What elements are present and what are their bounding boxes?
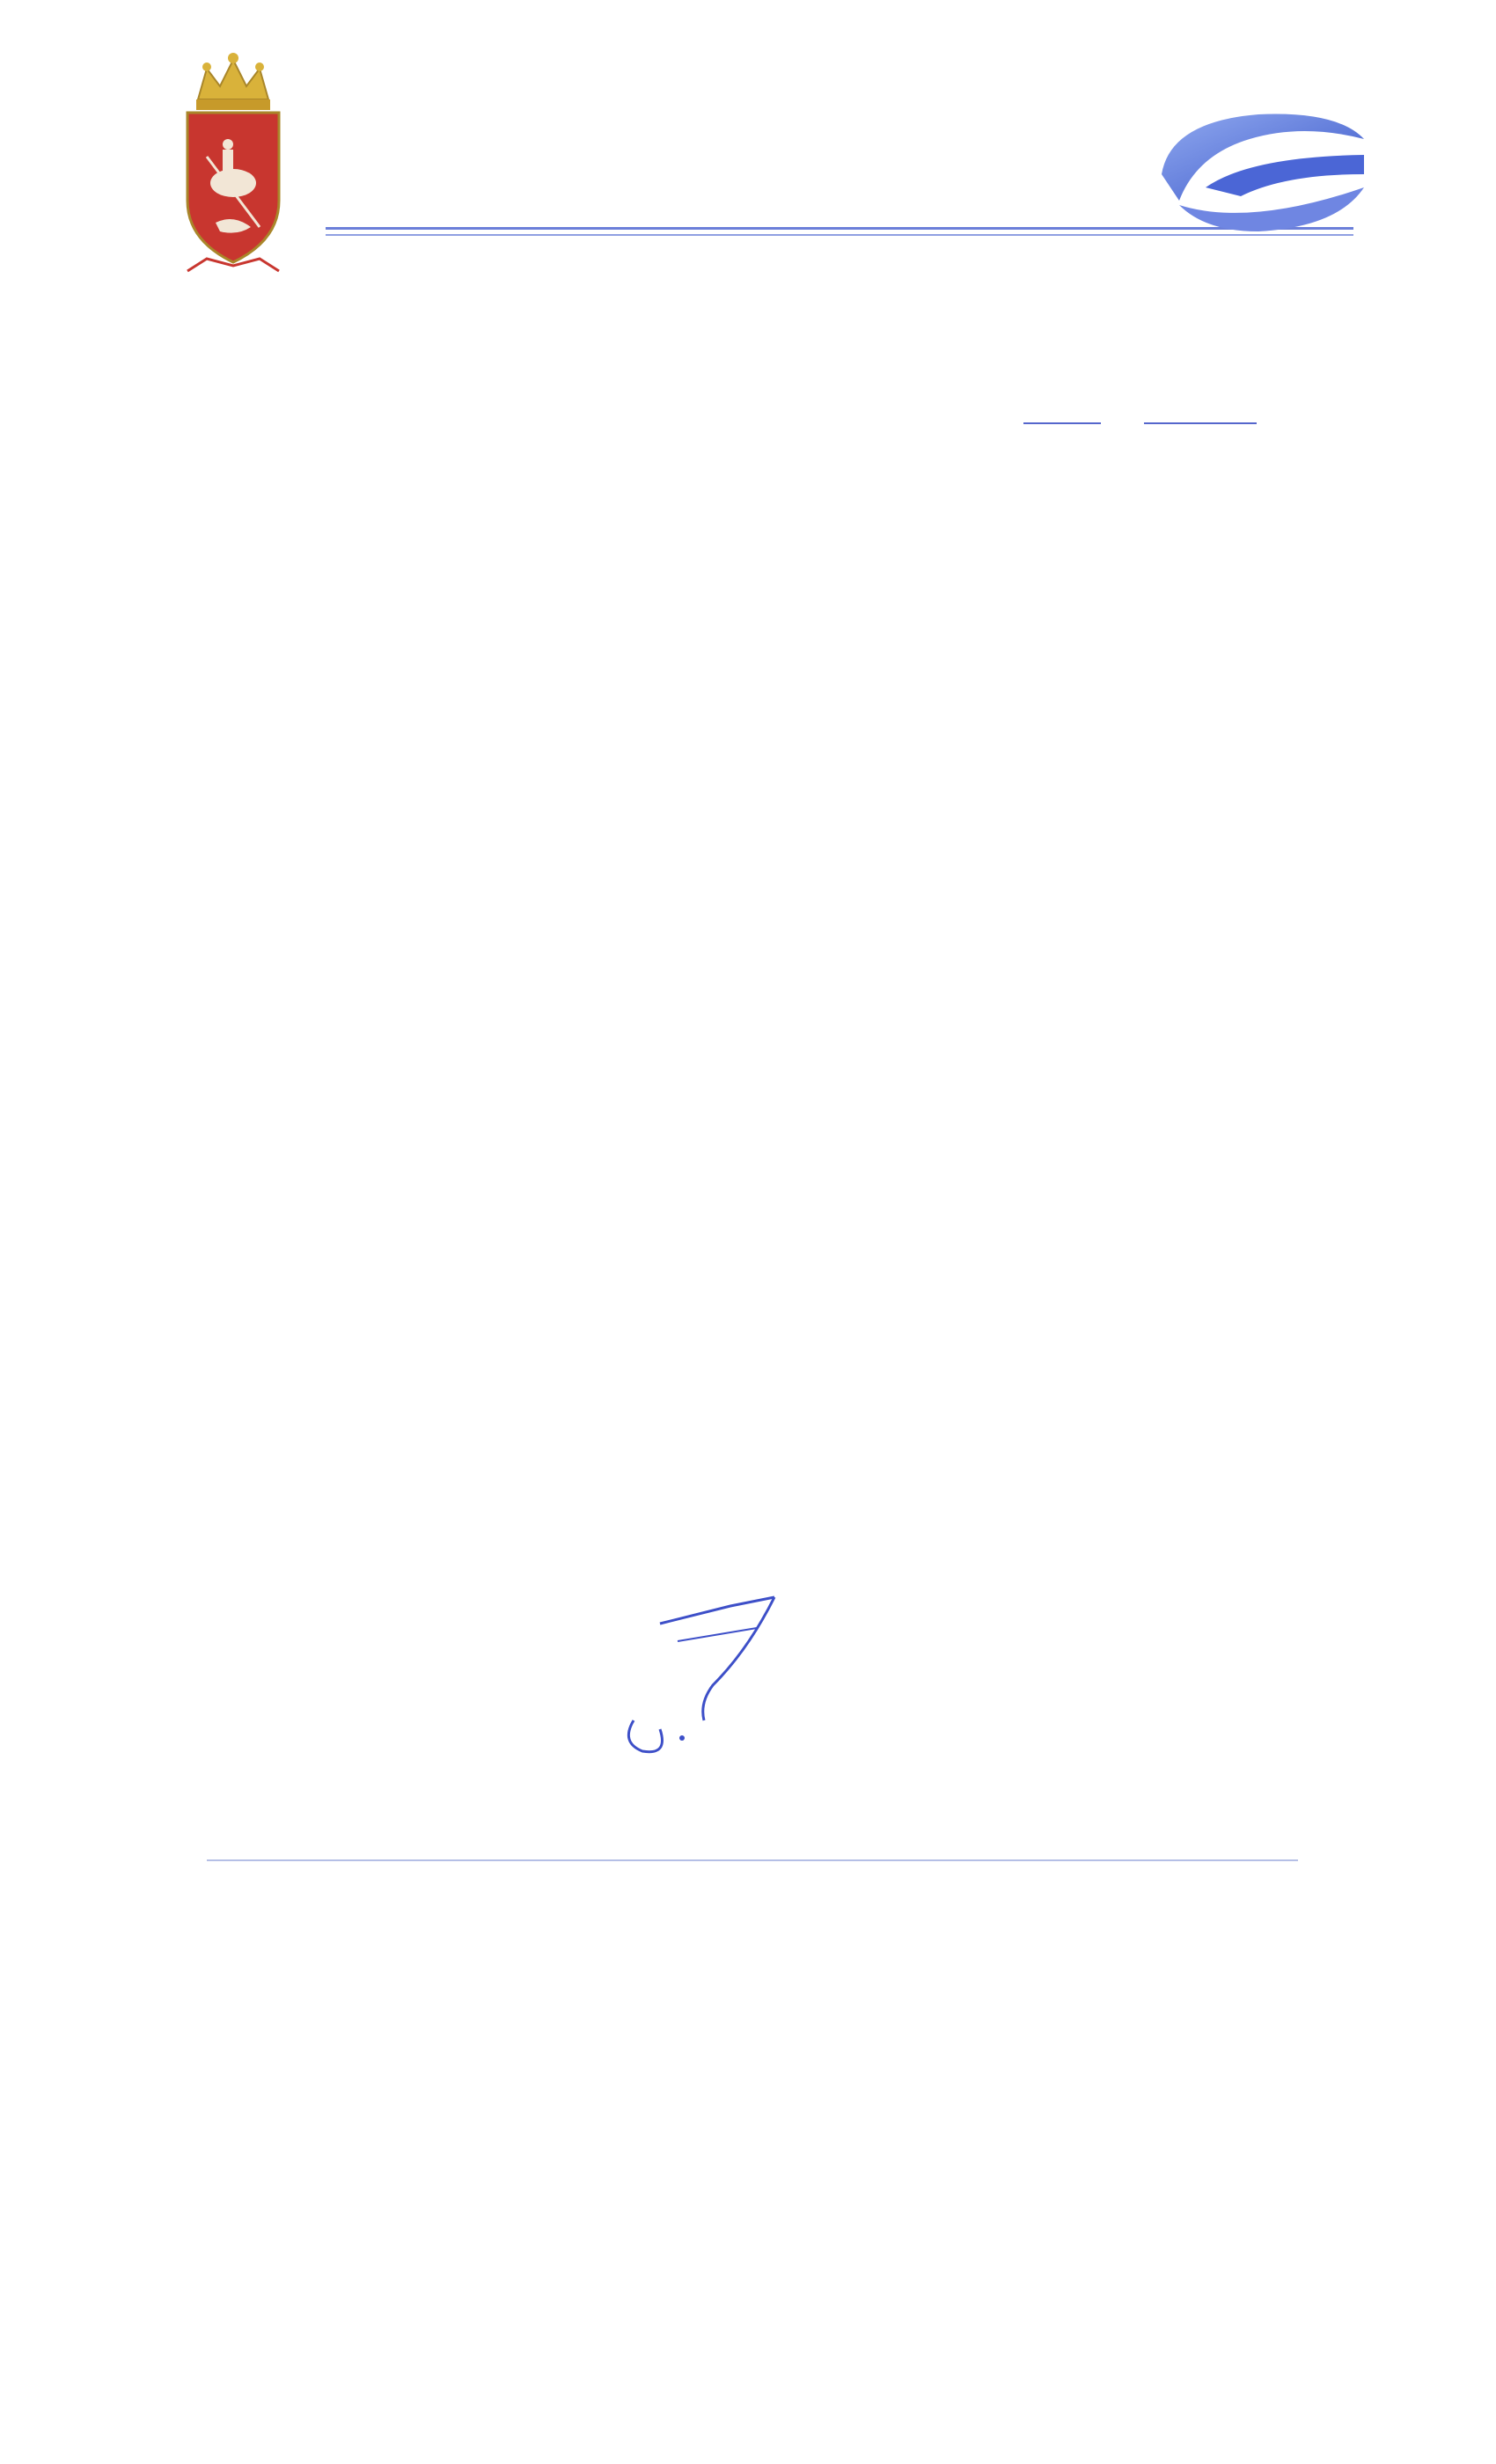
gncc-logo-icon xyxy=(1144,104,1373,236)
footer-rule xyxy=(207,1859,1298,1861)
handwritten-signature xyxy=(598,1588,827,1764)
order-date xyxy=(999,394,1368,438)
date-month-underline xyxy=(1144,422,1257,424)
date-day-underline xyxy=(1023,422,1101,424)
coat-of-arms-icon xyxy=(172,51,295,280)
